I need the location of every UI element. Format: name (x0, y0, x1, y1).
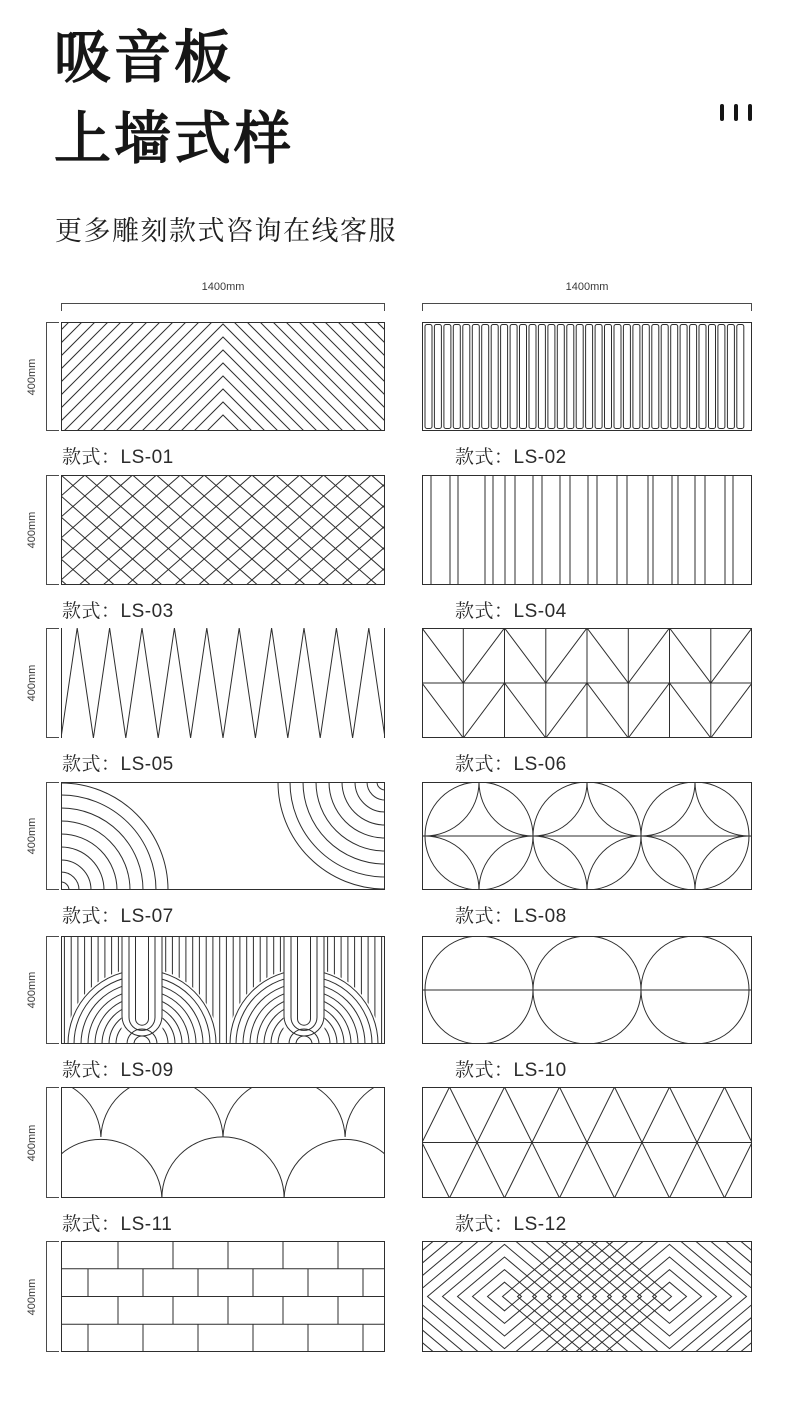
panel-LS-09 (61, 936, 385, 1044)
height-dimension-bracket (46, 322, 59, 431)
panel-LS-12 (422, 1087, 752, 1198)
width-dimension-label: 1400mm (201, 281, 245, 293)
style-code: LS-06 (513, 754, 567, 775)
height-dimension-label: 400mm (26, 664, 38, 702)
pattern-triangle-rows (422, 1087, 752, 1198)
style-label-LS-07 (62, 901, 174, 928)
panel-brick-bond (61, 1241, 385, 1352)
style-label-prefix: 款式： (62, 1060, 121, 1081)
height-dimension-label: 400mm (26, 971, 38, 1009)
style-label-LS-03 (62, 596, 174, 623)
panel-LS-10 (422, 936, 752, 1044)
page-title (54, 18, 294, 180)
menu-bar-icon (720, 104, 724, 121)
pattern-diamond-crosshatch (61, 475, 385, 585)
width-dimension-bracket (61, 303, 385, 311)
height-dimension-label: 400mm (26, 511, 38, 549)
style-code: LS-08 (513, 906, 567, 927)
style-code: LS-04 (513, 601, 567, 622)
pattern-brick-bond (61, 1241, 385, 1352)
pattern-art-deco-arches (61, 936, 385, 1044)
style-label-LS-01 (62, 442, 174, 469)
pattern-vertical-slats (422, 322, 752, 431)
style-label-LS-06 (455, 749, 567, 776)
style-label-LS-08 (455, 901, 567, 928)
width-dimension-label: 1400mm (565, 281, 609, 293)
height-dimension-label: 400mm (26, 817, 38, 855)
page-subtitle: 更多雕刻款式咨询在线客服 (55, 216, 397, 246)
height-dimension-label: 400mm (26, 1124, 38, 1161)
style-code: LS-12 (513, 1214, 567, 1235)
style-code: LS-10 (513, 1060, 567, 1081)
style-label-LS-05 (62, 749, 174, 776)
style-label-prefix: 款式： (455, 1214, 514, 1235)
style-label-prefix: 款式： (62, 601, 121, 622)
more-options-icon[interactable] (720, 104, 752, 121)
pattern-tangent-circles (422, 936, 752, 1044)
style-label-LS-12 (455, 1209, 567, 1236)
style-label-prefix: 款式： (62, 1214, 121, 1235)
style-label-LS-04 (455, 596, 567, 623)
style-label-prefix: 款式： (455, 906, 514, 927)
style-label-prefix: 款式： (455, 601, 514, 622)
style-label-prefix: 款式： (455, 1060, 514, 1081)
style-label-prefix: 款式： (455, 447, 514, 468)
pattern-overlapping-circles (422, 782, 752, 890)
pattern-concentric-diamonds (422, 1241, 752, 1352)
panel-LS-06 (422, 628, 752, 738)
style-label-LS-02 (455, 442, 567, 469)
height-dimension-bracket (46, 782, 59, 890)
style-label-prefix: 款式： (62, 754, 121, 775)
menu-bar-icon (734, 104, 738, 121)
panel-LS-08 (422, 782, 752, 890)
style-label-LS-11 (62, 1209, 172, 1236)
pattern-tall-zigzag (61, 628, 385, 738)
style-label-LS-10 (455, 1055, 567, 1082)
height-dimension-label: 400mm (26, 1278, 38, 1315)
style-label-LS-09 (62, 1055, 174, 1082)
pattern-fish-scales (61, 1087, 385, 1198)
height-dimension-bracket (46, 1241, 59, 1352)
width-dimension-bracket (422, 303, 752, 311)
panel-LS-11 (61, 1087, 385, 1198)
panel-concentric-diamonds (422, 1241, 752, 1352)
height-dimension-bracket (46, 475, 59, 585)
height-dimension-bracket (46, 1087, 59, 1198)
style-code: LS-02 (513, 447, 567, 468)
panel-LS-01 (61, 322, 385, 431)
panel-LS-05 (61, 628, 385, 738)
panel-LS-07 (61, 782, 385, 890)
pattern-corner-quarter-fans (61, 782, 385, 890)
pattern-vertical-lines-irregular (422, 475, 752, 585)
height-dimension-label: 400mm (26, 358, 38, 395)
pattern-chevron-rows (422, 628, 752, 738)
panel-LS-02 (422, 322, 752, 431)
page-title-line-1: 吸音板 (54, 26, 234, 90)
panel-LS-04 (422, 475, 752, 585)
style-label-prefix: 款式： (62, 906, 121, 927)
height-dimension-bracket (46, 628, 59, 738)
style-code: LS-11 (120, 1214, 173, 1235)
style-label-prefix: 款式： (62, 447, 121, 468)
style-label-prefix: 款式： (455, 754, 514, 775)
style-code: LS-09 (120, 1060, 174, 1081)
height-dimension-bracket (46, 936, 59, 1044)
menu-bar-icon (748, 104, 752, 121)
panel-LS-03 (61, 475, 385, 585)
pattern-chevron-herringbone (61, 322, 385, 431)
style-code: LS-01 (120, 447, 174, 468)
style-code: LS-07 (120, 906, 174, 927)
style-code: LS-03 (120, 601, 174, 622)
page-title-line-2: 上墙式样 (54, 107, 294, 171)
style-code: LS-05 (120, 754, 174, 775)
